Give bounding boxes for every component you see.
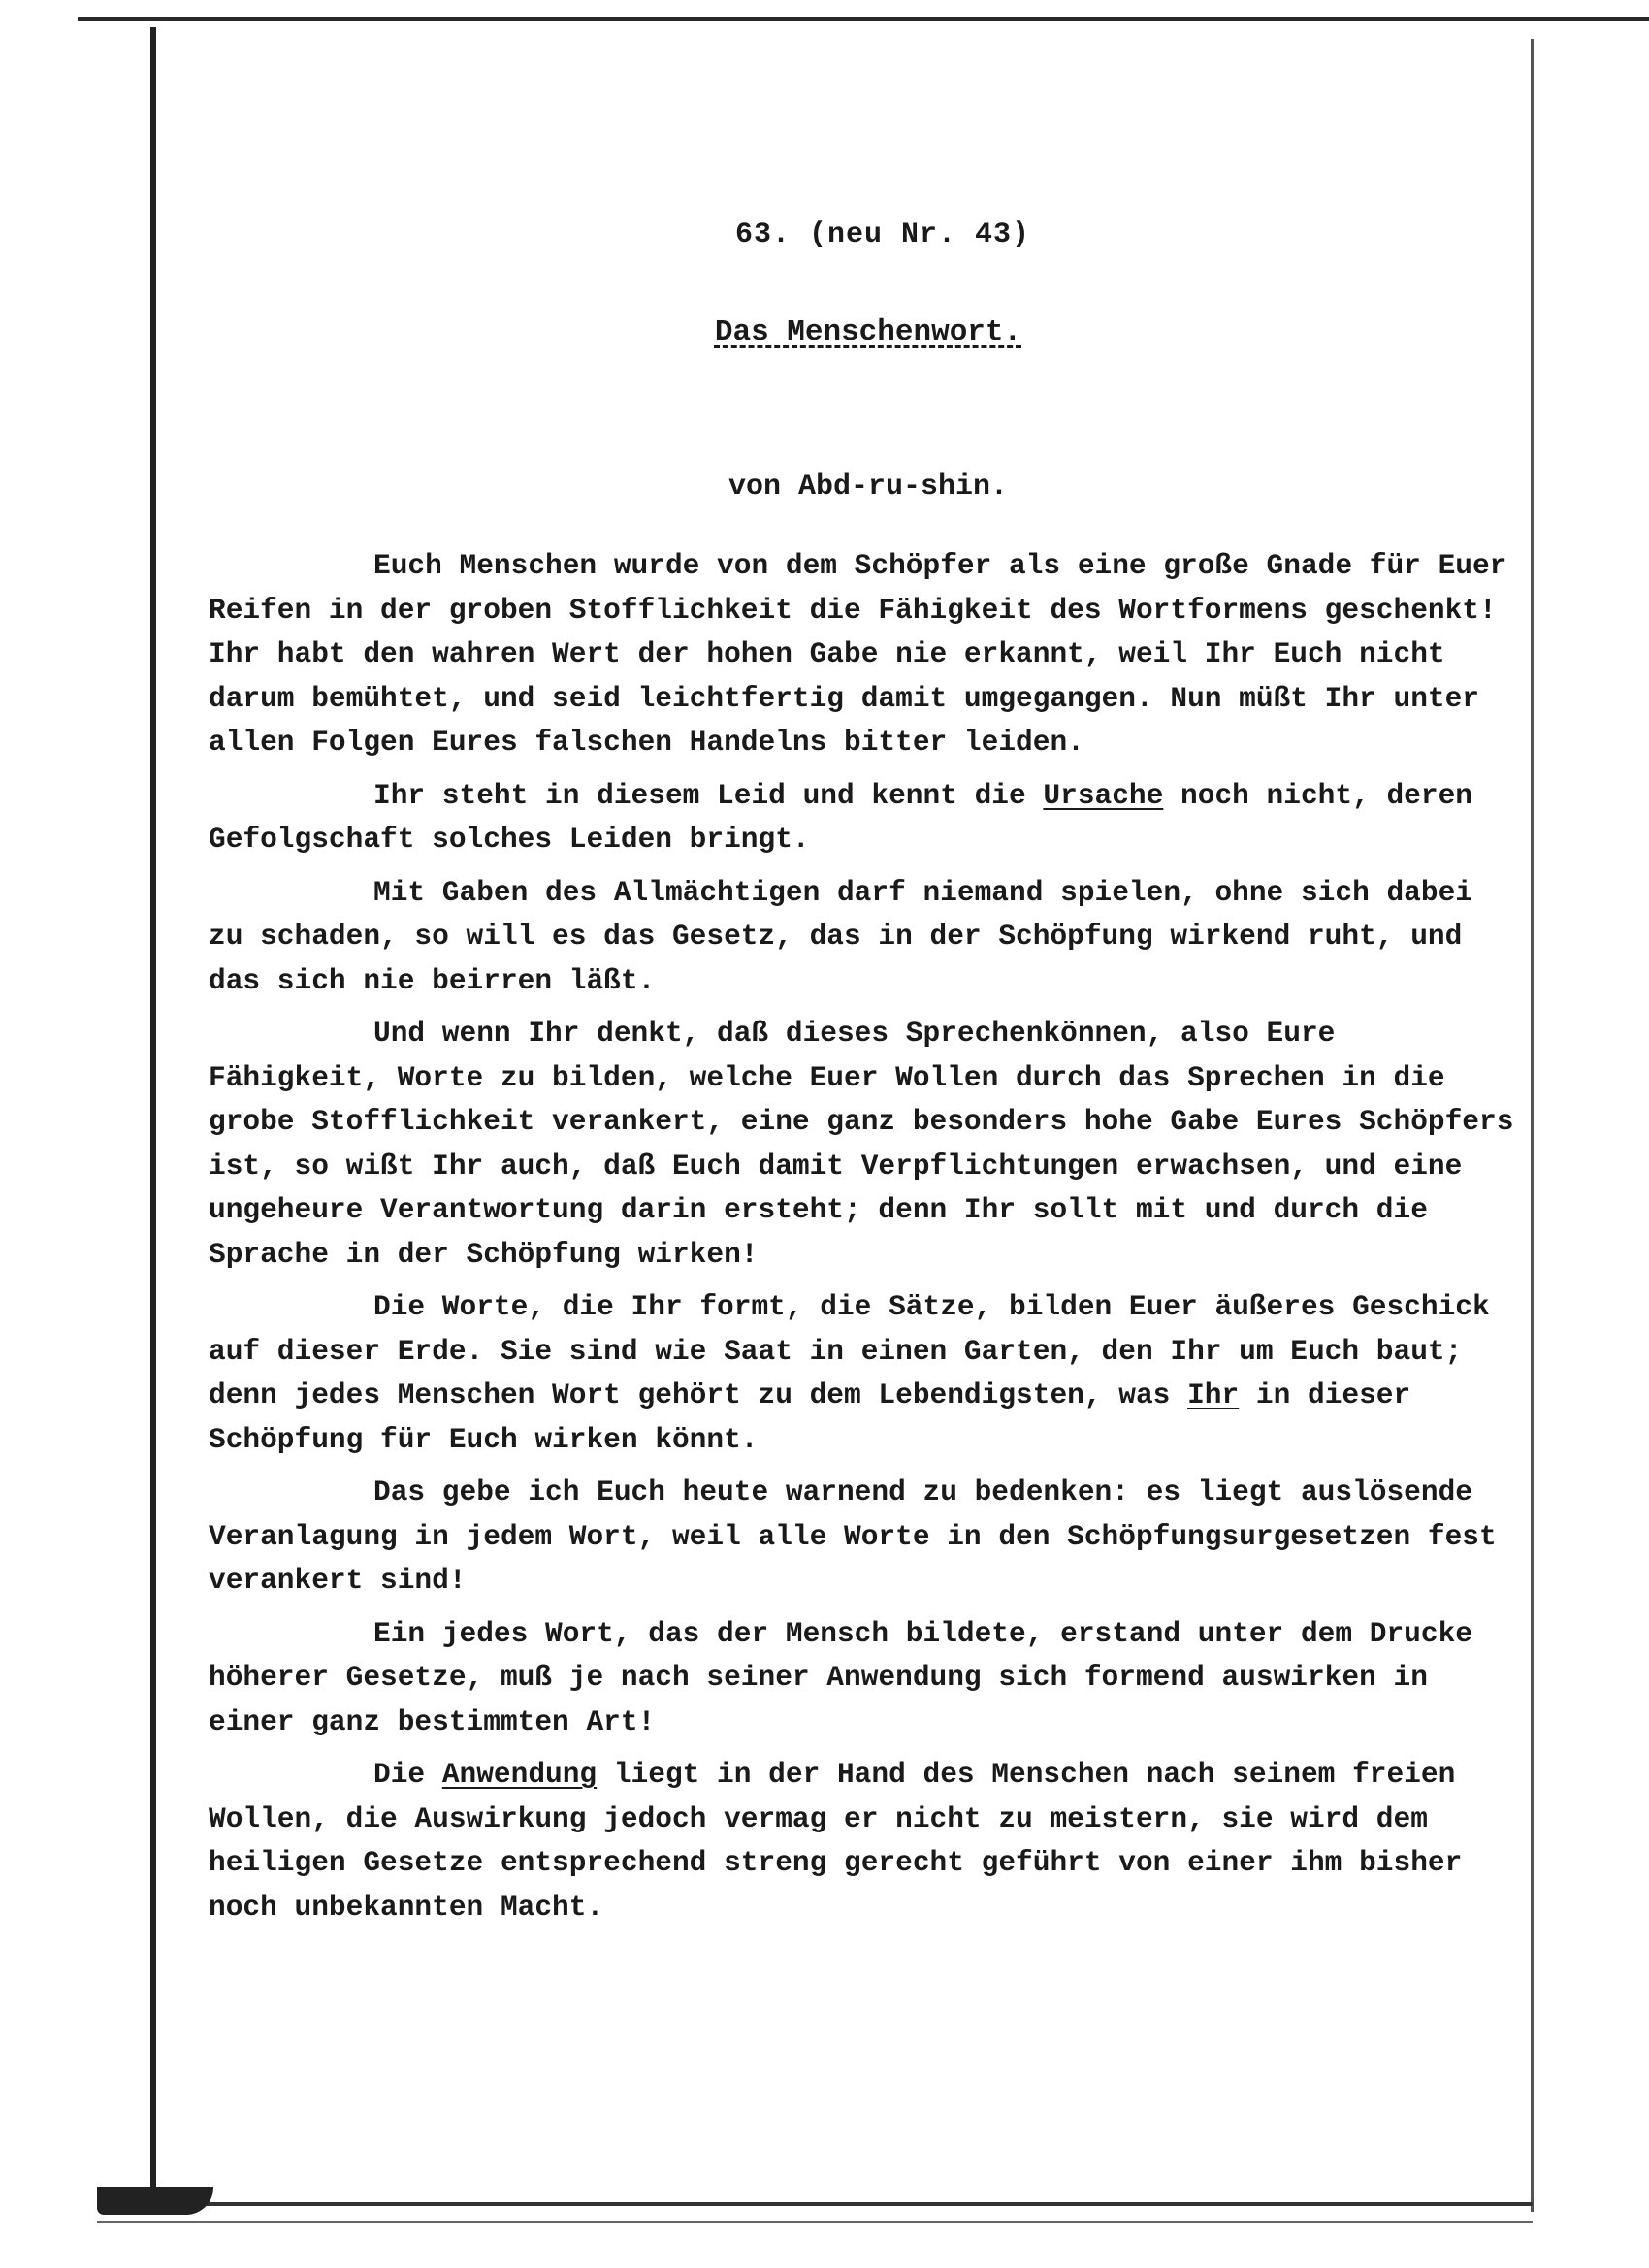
page-title — [218, 315, 1518, 349]
underlined-word: Anwendung — [441, 1758, 598, 1791]
underlined-word: Ihr — [1187, 1378, 1240, 1411]
title-text: Das Menschenwort. — [714, 315, 1022, 349]
scan-border-bottom — [97, 2202, 1533, 2206]
paragraph: Ihr steht in diesem Leid und kennt die Ursache noch nicht, deren Gefolgschaft solches Leiden bringt. — [209, 778, 1472, 856]
scan-border-left — [150, 27, 156, 2190]
paragraph: Und wenn Ihr denkt, daß dieses Sprechenkönnen, also Eure Fähigkeit, Worte zu bilden, welche Euer Wollen durch das Sprechen in die grobe Stofflichkeit verankert, eine ganz besonders hohe Gabe Eures Schöpfers ist, so wißt Ihr auch, daß Euch damit Verpflichtungen erwachsen, und eine ungeheure Verantwortung darin ersteht; denn Ihr sollt mit und durch die Sprache in der Schöpfung wirken! — [209, 1017, 1514, 1271]
chapter-number: 63. (neu Nr. 43) — [734, 218, 1031, 251]
underlined-word: Ursache — [1043, 778, 1164, 812]
author-line: von Abd-ru-shin. — [728, 470, 1009, 503]
paragraph: Die Worte, die Ihr formt, die Sätze, bilden Euer äußeres Geschick auf dieser Erde. Sie sind wie Saat in einen Garten, den Ihr um Euch baut; denn jedes Menschen Wort gehört zu dem Lebendigsten, was Ihr in dieser Schöpfung für Euch wirken könnt. — [209, 1290, 1490, 1456]
paragraph: Ein jedes Wort, das der Mensch bildete, erstand unter dem Drucke höherer Gesetze, muß je nach seiner Anwendung sich formend auswirken in einer ganz bestimmten Art! — [209, 1616, 1472, 1738]
paragraph: Euch Menschen wurde von dem Schöpfer als eine große Gnade für Euer Reifen in der groben Stofflichkeit die Fähigkeit des Wortformens geschenkt! Ihr habt den wahren Wert der hohen Gabe nie erkannt, weil Ihr Euch nicht darum bemühtet, und seid leichtfertig damit umgegangen. Nun müßt Ihr unter allen Folgen Eures falschen Handelns bitter leiden. — [209, 549, 1507, 759]
paragraph: Das gebe ich Euch heute warnend zu bedenken: es liegt auslösende Veranlagung in jedem Wort, weil alle Worte in den Schöpfungsurgesetzen fest verankert sind! — [209, 1475, 1497, 1597]
paragraph: Mit Gaben des Allmächtigen darf niemand spielen, ohne sich dabei zu schaden, so will es das Gesetz, das in der Schöpfung wirkend ruht, und das sich nie beirren läßt. — [209, 875, 1472, 997]
paragraph: Die Anwendung liegt in der Hand des Menschen nach seinem freien Wollen, die Auswirkung jedoch vermag er nicht zu meistern, sie wird dem heiligen Gesetze entsprechend streng gerecht geführt von einer ihm bisher noch unbekannten Macht. — [209, 1758, 1463, 1924]
typed-page — [209, 218, 1518, 1938]
body-text — [209, 544, 1518, 1929]
scan-border-right — [1531, 39, 1534, 2212]
scan-border-top — [78, 17, 1649, 21]
scan-corner-mark — [97, 2187, 213, 2215]
scan-border-bottom-thin — [97, 2221, 1533, 2223]
